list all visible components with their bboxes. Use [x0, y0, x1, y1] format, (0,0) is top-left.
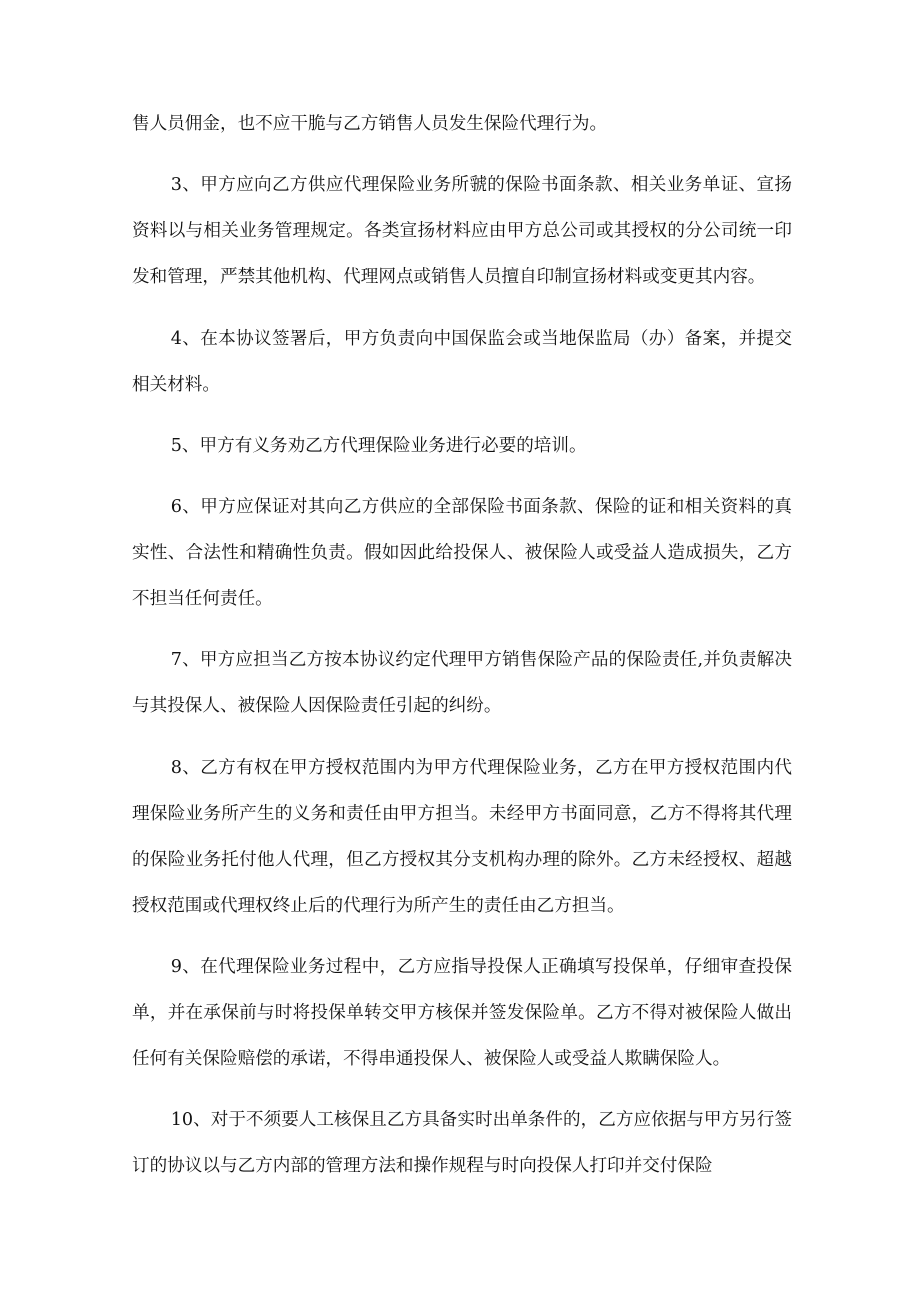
paragraph-clause-10: 10、对于不须要人工核保且乙方具备实时出单条件的，乙方应依据与甲方另行签订的协议以与乙方内部的管理方法和操作规程与时向投保人打印并交付保险 — [132, 1110, 792, 1177]
paragraph-continuation: 售人员佣金，也不应干脆与乙方销售人员发生保险代理行为。 — [132, 114, 608, 134]
paragraph-clause-4: 4、在本协议签署后，甲方负责向中国保监会或当地保监局（办）备案，并提交相关材料。 — [132, 328, 792, 395]
paragraph-clause-8: 8、乙方有权在甲方授权范围内为甲方代理保险业务，乙方在甲方授权范围内代理保险业务所产生的义务和责任由甲方担当。未经甲方书面同意，乙方不得将其代理的保险业务托付他人代理，但乙方授权其分支机构办理的除外。乙方未经授权、超越授权范围或代理权终止后的代理行为所产生的责任由乙方担当。 — [132, 757, 792, 916]
paragraph-clause-3: 3、甲方应向乙方供应代理保险业务所虢的保险书面条款、相关业务单证、宣扬资料以与相关业务管理规定。各类宣扬材料应由甲方总公司或其授权的分公司统一印发和管理，严禁其他机构、代理网点或销售人员擅自印制宣扬材料或变更其内容。 — [132, 175, 792, 288]
paragraph-clause-7: 7、甲方应担当乙方按本协议约定代理甲方销售保险产品的保险责任,并负责解决与其投保人、被保险人因保险责任引起的纠纷。 — [132, 650, 792, 717]
paragraph-clause-5: 5、甲方有义务劝乙方代理保险业务进行必要的培训。 — [170, 435, 587, 456]
paragraph-clause-6: 6、甲方应保证对其向乙方供应的全部保险书面条款、保险的证和相关资料的真实性、合法性和精确性负责。假如因此给投保人、被保险人或受益人造成损失，乙方不担当任何责任。 — [132, 497, 792, 610]
paragraph-clause-9: 9、在代理保险业务过程中，乙方应指导投保人正确填写投保单，仔细审查投保单，并在承保前与时将投保单转交甲方核保并签发保险单。乙方不得对被保险人做出任何有关保险赔偿的承诺，不得串通投保人、被保险人或受益人欺瞒保险人。 — [132, 957, 792, 1070]
